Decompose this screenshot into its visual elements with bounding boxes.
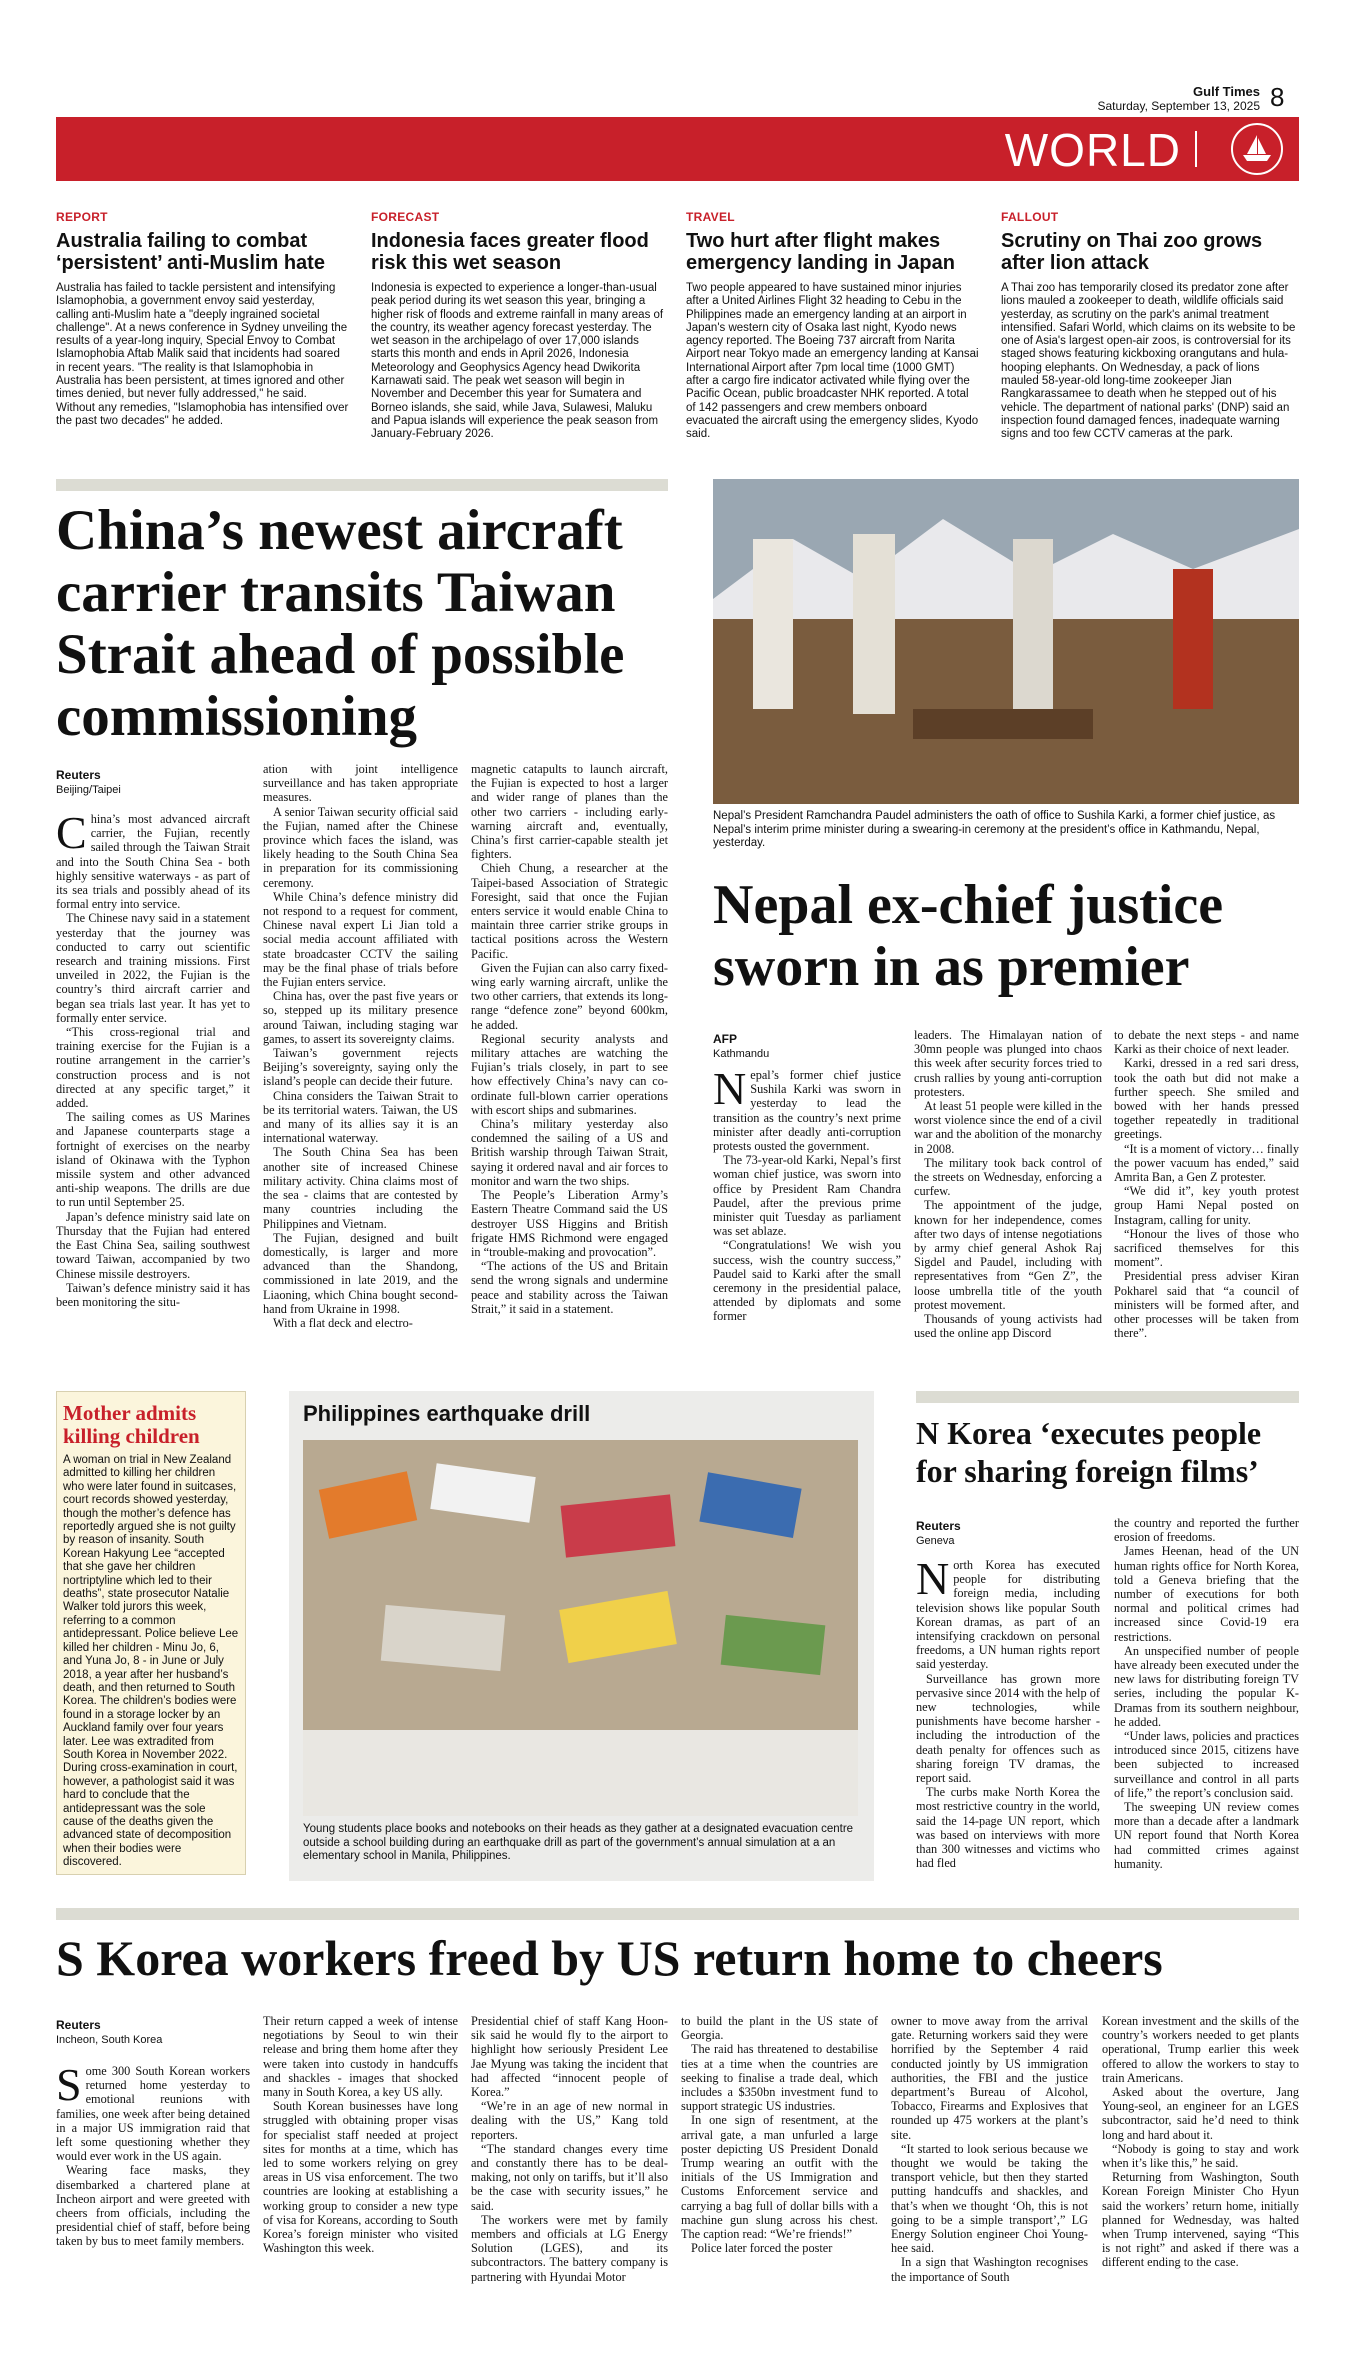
paragraph: Police later forced the poster: [691, 2241, 833, 2256]
drill-photo: [303, 1440, 858, 1816]
paragraph: “The standard changes every time and constantly there has to be deal-making, not only on tariffs, but it’ll also be the case with security issues,” he said.: [471, 2141, 668, 2213]
brief-travel: [686, 210, 979, 442]
paragraph: Nepal’s former chief justice Sushila Karki was sworn in yesterday to lead the transition as the country’s next prime minister after deadly anti-corruption protests ousted the government.: [713, 1063, 901, 1154]
drill-caption: Young students place books and notebooks on their heads as they gather at a designated evacuation centre outside a school building during an earthquake drill as part of the government’s annual simulation at a an elementary school in Manila, Philippines.: [303, 1823, 854, 1862]
paragraph: The sweeping UN review comes more than a decade after a landmark UN report found that North Korea had committed crimes against humanity.: [1114, 1800, 1299, 1871]
paragraph: “Honour the lives of those who sacrificed themselves for this moment”.: [1114, 1226, 1299, 1270]
brief-headline: Australia failing to combat ‘persistent’ anti-Muslim hate: [56, 230, 325, 274]
paragraph: “It started to look serious because we thought we would be taking the transport vehicle, but then they started putting handcuffs and shackles, and that’s when we thought ‘Oh, this is not going to be a simple transport’,” LG Energy Solution engineer Choi Young-hee said.: [891, 2141, 1088, 2256]
paragraph: Regional security analysts and military attaches are watching the Fujian’s trials closely, in part to see how effectively China’s navy can co-ordinate full-blown carrier operations with escort ships and submarines.: [471, 1031, 668, 1117]
paragraph: China has, over the past five years or so, stepped up its military presence around Taiwan, including staging war games, to assert its sovereignty claims.: [263, 989, 458, 1046]
paragraph: magnetic catapults to launch aircraft, the Fujian is expected to host a larger and wider range of planes than the other two carriers - including early-warning aircraft and, eventually, China’s first carrier-capable stealth jet fighters.: [471, 762, 668, 862]
wire-source: Reuters: [56, 2018, 101, 2032]
drill-title: Philippines earthquake drill: [303, 1401, 591, 1426]
banner-divider: [1195, 131, 1197, 167]
paragraph: China’s military yesterday also condemned the sailing of a US and British warship through Taiwan Strait, saying it ordered naval and air forces to monitor and warn the two ships.: [471, 1117, 668, 1188]
paragraph: In a sign that Washington recognises the importance of South: [891, 2255, 1088, 2284]
china-headline: China’s newest aircraft carrier transits Taiwan Strait ahead of possible commissioning: [56, 499, 625, 748]
china-column-1: [56, 807, 250, 1309]
wire-source: Reuters: [56, 768, 101, 782]
paragraph: The workers were met by family members and officials at LG Energy Solution (LGES), and its subcontractors. The battery company is partnering with Hyundai Motor: [471, 2212, 668, 2284]
skorea-column-3: [471, 2014, 668, 2284]
paragraph: Chieh Chung, a researcher at the Taipei-based Association of Strategic Foresight, said that once the Fujian enters service it would enable China to maintain three carrier strike groups in tactical positions across the Western Pacific.: [471, 861, 668, 961]
masthead-brand: Gulf Times: [1193, 84, 1260, 99]
paragraph: the country and reported the further erosion of freedoms.: [1114, 1516, 1299, 1545]
dateline: Geneva: [916, 1535, 955, 1547]
paragraph: An unspecified number of people have already been executed under the new laws for distributing foreign TV series, including the popular K-Dramas from its southern neighbour, he added.: [1114, 1643, 1299, 1729]
nepal-photo: [713, 479, 1299, 804]
brief-fallout: [1001, 210, 1299, 442]
paragraph: China’s most advanced aircraft carrier, the Fujian, recently sailed through the Taiwan Strait and into the South China Sea - both highly sensitive waterways - as part of its sea trials and possibly ahead of its formal entry into service.: [56, 807, 250, 912]
paragraph: The People’s Liberation Army’s Eastern Theatre Command said the US destroyer USS Higgins and British frigate HMS Richmond were engaged in “trouble-making and provocation”.: [471, 1188, 668, 1259]
skorea-byline: [56, 2018, 236, 2046]
skorea-column-1: [56, 2059, 250, 2249]
wire-source: AFP: [713, 1032, 737, 1046]
section-title: WORLD: [1004, 124, 1181, 176]
paragraph: The Chinese navy said in a statement yesterday that the journey was conducted to carry out scientific research and training missions. First unveiled in 2022, the Fujian is the country’s third aircraft carrier and began sea trials last year. It has yet to formally enter service.: [56, 911, 250, 1025]
nkorea-column-2: [1114, 1516, 1299, 1871]
paragraph: Wearing face masks, they disembarked a chartered plane at Incheon airport and were greeted with cheers from officials, including the presidential chief of staff, before being taken by bus to meet family members.: [56, 2163, 250, 2249]
paragraph: Presidential chief of staff Kang Hoon-sik said he would fly to the airport to highlight how seriously President Lee Jae Myung was taking the incident that had affected “innocent people of Korea.”: [471, 2014, 668, 2100]
brief-body: Two people appeared to have sustained minor injuries after a United Airlines Flight 32 heading to Cebu in the Philippines made an emergency landing at an airport in Japan's western city of Osaka last night, Kyodo news agency reported. The Boeing 737 aircraft from Narita Airport near Tokyo made an emergency landing at Kansai International Airport after 7pm local time (1000 GMT) after a cargo fire indicator activated while flying over the Pacific Ocean, public broadcaster NHK reported. A total of 142 passengers and crew members onboard evacuated the aircraft using the emergency slides, Kyodo said.: [686, 282, 979, 441]
drill-box: [289, 1391, 874, 1881]
brief-body: A Thai zoo has temporarily closed its predator zone after lions mauled a zookeeper to death, wildlife officials said yesterday, as scrutiny on the park's animal treatment intensified. Safari World, which claims on its website to be one of Asia's largest open-air zoos, is controversial for its staged shows featuring kickboxing orangutans and hula-hooping elephants. On Wednesday, a pack of lions mauled 58-year-old long-time zookeeper Jian Rangkarassamee to death when he stepped out of his vehicle. The department of national parks' (DNP) said an inspection found damaged fences, inadequate warning signs and too few CCTV cameras at the park.: [1001, 282, 1296, 441]
nepal-column-3: [1114, 1028, 1299, 1340]
paragraph: leaders. The Himalayan nation of 30mn people was plunged into chaos this week after security forces tried to crush rallies by young anti-corruption protesters.: [914, 1028, 1102, 1099]
section-banner: [56, 117, 1299, 181]
paragraph: ation with joint intelligence surveillance and has taken appropriate measures.: [263, 762, 458, 805]
paragraph: Surveillance has grown more pervasive since 2014 with the help of new technologies, while punishments have become harsher - including the introduction of the death penalty for offences such as sharing foreign TV dramas, the report said.: [916, 1671, 1100, 1786]
paragraph: Karki, dressed in a red sari dress, took the oath but did not make a further speech. She smiled and bowed with her hands pressed together repeatedly in traditional greetings.: [1114, 1056, 1299, 1142]
skorea-column-5: [891, 2014, 1088, 2284]
nkorea-headline: N Korea ‘executes people for sharing foreign films’: [916, 1415, 1262, 1489]
dateline: Beijing/Taipei: [56, 784, 121, 796]
skorea-column-4: [681, 2014, 878, 2255]
nkorea-byline: [916, 1519, 1086, 1547]
paragraph: Thousands of young activists had used the online app Discord: [914, 1312, 1102, 1341]
paragraph: At least 51 people were killed in the worst violence since the end of a civil war and the abolition of the monarchy in 2008.: [914, 1099, 1102, 1156]
nepal-column-2: [914, 1028, 1102, 1340]
nkorea-column-1: [916, 1553, 1100, 1871]
paragraph: North Korea has executed people for distributing foreign media, including television shows like popular South Korean dramas, as part of an intensifying crackdown on personal freedoms, a UN human rights report said yesterday.: [916, 1553, 1100, 1672]
skorea-headline: S Korea workers freed by US return home to cheers: [56, 1930, 1163, 1986]
dateline: Incheon, South Korea: [56, 2034, 163, 2046]
brief-headline: Two hurt after flight makes emergency landing in Japan: [686, 230, 955, 274]
mother-sidebar: [56, 1391, 246, 1875]
skorea-column-6: [1102, 2014, 1299, 2270]
mother-headline: Mother admits killing children: [63, 1401, 200, 1448]
page-number: 8: [1270, 82, 1285, 112]
nepal-column-1: [713, 1063, 901, 1324]
brief-headline: Scrutiny on Thai zoo grows after lion attack: [1001, 230, 1263, 274]
paragraph: “The actions of the US and Britain send the wrong signals and undermine peace and stability across the Taiwan Strait,” it said in a statement.: [471, 1259, 668, 1316]
paragraph: “It is a moment of victory… finally the power vacuum has ended,” said Amrita Ban, a Gen Z protester.: [1114, 1141, 1299, 1185]
section-divider: [56, 1908, 1299, 1920]
paragraph: Presidential press adviser Kiran Pokharel said that “a council of ministers will be formed after, and other processes will be taken from there”.: [1114, 1269, 1299, 1341]
paragraph: “Congratulations! We wish you success, wish the country success,” Paudel said to Karki after the small ceremony in the presidential palace, attended by diplomats and some former: [713, 1238, 901, 1324]
paragraph: The curbs make North Korea the most restrictive country in the world, said the 14-page UN report, which was based on interviews with more than 300 witnesses and victims who had fled: [916, 1785, 1100, 1871]
paragraph: Taiwan’s government rejects Beijing’s sovereignty, saying only the island’s people can decide their future.: [263, 1046, 458, 1089]
paragraph: “We’re in an age of new normal in dealing with the US,” Kang told reporters.: [471, 2099, 668, 2142]
paragraph: Japan’s defence ministry said late on Thursday that the Fujian had entered the East China Sea, sailing southwest toward Taiwan, accompanied by two Chinese missile destroyers.: [56, 1209, 250, 1281]
paragraph: In one sign of resentment, at the arrival gate, a man unfurled a large poster depicting US President Donald Trump wearing an outfit with the initials of the US Immigration and Customs Enforcement service and carrying a bag full of dollar bills with a machine gun slung across his chest. The caption read: “We’re friends!”: [681, 2113, 878, 2242]
nepal-headline: Nepal ex-chief justice sworn in as premier: [713, 874, 1224, 998]
paragraph: to build the plant in the US state of Georgia.: [681, 2014, 878, 2043]
nepal-byline: [713, 1032, 883, 1060]
ship-icon: [1231, 123, 1283, 175]
paragraph: Taiwan’s defence ministry said it has been monitoring the situ-: [56, 1280, 250, 1309]
paragraph: Their return capped a week of intense negotiations by Seoul to win their release and bring them home after they were taken into custody in handcuffs and shackles - images that shocked many in South Korea, a key US ally.: [263, 2014, 458, 2100]
section-divider: [56, 479, 668, 491]
paragraph: The 73-year-old Karki, Nepal’s first woman chief justice, was sworn into office by President Ram Chandra Paudel, after the previous prime minister quit Tuesday as parliament was set ablaze.: [713, 1153, 901, 1239]
brief-kicker: REPORT: [56, 210, 108, 224]
paragraph: Some 300 South Korean workers returned home yesterday to emotional reunions with families, one week after being detained in a major US immigration raid that left some questioning whether they would ever work in the US again.: [56, 2059, 250, 2164]
paragraph: The Fujian, designed and built domestically, is larger and more advanced than the Shandong, commissioned in late 2019, and the Liaoning, which China bought second-hand from Ukraine in 1998.: [263, 1230, 458, 1316]
brief-kicker: TRAVEL: [686, 210, 735, 224]
paragraph: A senior Taiwan security official said the Fujian, named after the Chinese province which faces the island, was likely heading to the South China Sea in preparation for its commissioning ceremony.: [263, 804, 458, 890]
paragraph: James Heenan, head of the UN human rights office for North Korea, told a Geneva briefing that the number of executions for both normal and political crimes had increased since Covid-19 era restrictions.: [1114, 1544, 1299, 1644]
brief-kicker: FORECAST: [371, 210, 440, 224]
brief-body: Indonesia is expected to experience a longer-than-usual peak period during its wet season this year, bringing a higher risk of floods and extreme rainfall in many areas of the country, its weather agency forecast yesterday. The wet season in the archipelago of over 17,000 islands starts this month and ends in April 2026, Indonesia Meteorology and Geophysics Agency head Dwikorita Karnawati said. The peak wet season will begin in November and December this year for Sumatera and Borneo islands, she said, while Java, Sulawesi, Maluku and Papua islands will experience the peak season from January-February 2026.: [371, 282, 664, 441]
brief-body: Australia has failed to tackle persistent and intensifying Islamophobia, a government envoy said yesterday, calling anti-Muslim hate a "deeply ingrained societal challenge". At a news conference in Sydney unveiling the results of a year-long inquiry, Special Envoy to Combat Islamophobia Aftab Malik said that incidents had soared in recent years. "The reality is that Islamophobia in Australia has been persistent, at times ignored and other times denied, but never fully addressed," he said. Without any remedies, "Islamophobia has intensified over the past two decades" he added.: [56, 282, 349, 427]
paragraph: Korean investment and the skills of the country’s workers needed to get plants operational, Trump earlier this week offered to allow the workers to stay to train Americans.: [1102, 2014, 1299, 2085]
section-divider: [916, 1391, 1299, 1403]
brief-kicker: FALLOUT: [1001, 210, 1059, 224]
paragraph: Given the Fujian can also carry fixed-wing early warning aircraft, unlike the two other carriers, that extends its long-range “defence zone” beyond 600km, he added.: [471, 960, 668, 1032]
skorea-column-2: [263, 2014, 458, 2255]
paragraph: Asked about the overture, Jang Young-seol, an engineer for an LGES subcontractor, said he’d need to think long and hard about it.: [1102, 2085, 1299, 2142]
dateline: Kathmandu: [713, 1048, 770, 1060]
paragraph: With a flat deck and electro-: [273, 1315, 413, 1330]
china-column-2: [263, 762, 458, 1330]
paragraph: The South China Sea has been another site of increased Chinese military activity. China claims most of the sea - claims that are contested by many countries including the Philippines and Vietnam.: [263, 1145, 458, 1231]
paragraph: South Korean businesses have long struggled with obtaining proper visas for specialist staff needed at project sites for months at a time, which has led to some workers relying on grey areas in US visa enforcement. The two countries are looking at establishing a working group to consider a new type of visa for Koreans, according to South Korea’s foreign minister who visited Washington this week.: [263, 2099, 458, 2256]
paragraph: The sailing comes as US Marines and Japanese counterparts stage a fortnight of exercises on the nearby island of Okinawa with the Typhon missile system and other advanced anti-ship weapons. The drills are due to run until September 25.: [56, 1110, 250, 1210]
paragraph: “Under laws, policies and practices introduced since 2015, citizens have been subjected to increased surveillance and control in all parts of life,” the report’s conclusion said.: [1114, 1729, 1299, 1800]
paragraph: The raid has threatened to destabilise ties at a time when the countries are seeking to finalise a trade deal, which includes a $350bn investment fund to support strategic US industries.: [681, 2042, 878, 2114]
brief-report: [56, 210, 349, 428]
brief-forecast: [371, 210, 664, 442]
paragraph: While China’s defence ministry did not respond to a request for comment, Chinese naval expert Li Jian told a social media account affiliated with state broadcaster CCTV the sailing may be the final phase of trials before the Fujian enters service.: [263, 889, 458, 990]
paragraph: “Nobody is going to stay and work when it’s like this,” he said.: [1102, 2141, 1299, 2171]
masthead-date: Saturday, September 13, 2025: [1097, 99, 1260, 113]
paragraph: to debate the next steps - and name Karki as their choice of next leader.: [1114, 1028, 1299, 1057]
mother-body: A woman on trial in New Zealand admitted to killing her children who were later found in suitcases, court records showed yesterday, though the mother’s defence has reportedly argued she is not guilty by reason of insanity. South Korean Hakyung Lee “accepted that she gave her children nortriptyline which led to their deaths”, state prosecutor Natalie Walker told jurors this week, referring to a common antidepressant. Police believe Lee killed her children - Minu Jo, 6, and Yuna Jo, 8 - in June or July 2018, a year after her husband’s death, and then returned to South Korea. The children’s bodies were found in a storage locker by an Auckland family over four years later. Lee was extradited from South Korea in November 2022. During cross-examination in court, however, a pathologist said it was hard to conclude that the antidepressant was the sole cause of the deaths given the advanced state of decomposition when their bodies were discovered.: [63, 1454, 239, 1869]
china-byline: [56, 768, 236, 796]
wire-source: Reuters: [916, 1519, 961, 1533]
paragraph: “This cross-regional trial and training exercise for the Fujian is a routine arrangement in the carrier’s construction process and is not directed at any specific target,” it added.: [56, 1025, 250, 1111]
nepal-photo-caption: Nepal’s President Ramchandra Paudel administers the oath of office to Sushila Karki, a former chief justice, as Nepal’s interim prime minister during a swearing-in ceremony at the president’s office in Kathmandu, Nepal, yesterday.: [713, 810, 1276, 849]
paragraph: The appointment of the judge, known for her independence, comes after two days of intense negotiations by army chief general Ashok Raj Sigdel and Paudel, including with representatives from “Gen Z”, the loose umbrella title of the youth protest movement.: [914, 1198, 1102, 1312]
paragraph: “We did it”, key youth protest group Hami Nepal posted on Instagram, calling for unity.: [1114, 1184, 1299, 1227]
paragraph: Returning from Washington, South Korean Foreign Minister Cho Hyun said the workers’ return home, initially planned for Wednesday, was halted when Trump intervened, saying “This is not right” and asked if there was a different ending to the case.: [1102, 2170, 1299, 2270]
paragraph: The military took back control of the streets on Wednesday, enforcing a curfew.: [914, 1155, 1102, 1199]
paragraph: China considers the Taiwan Strait to be its territorial waters. Taiwan, the US and many of its allies say it is an international waterway.: [263, 1088, 458, 1146]
brief-headline: Indonesia faces greater flood risk this wet season: [371, 230, 649, 274]
paragraph: owner to move away from the arrival gate. Returning workers said they were horrified by the September 4 raid conducted jointly by US immigration authorities, the FBI and the justice department’s Bureau of Alcohol, Tobacco, Firearms and Explosives that rounded up 475 workers at the plant’s site.: [891, 2014, 1088, 2142]
china-column-3: [471, 762, 668, 1316]
